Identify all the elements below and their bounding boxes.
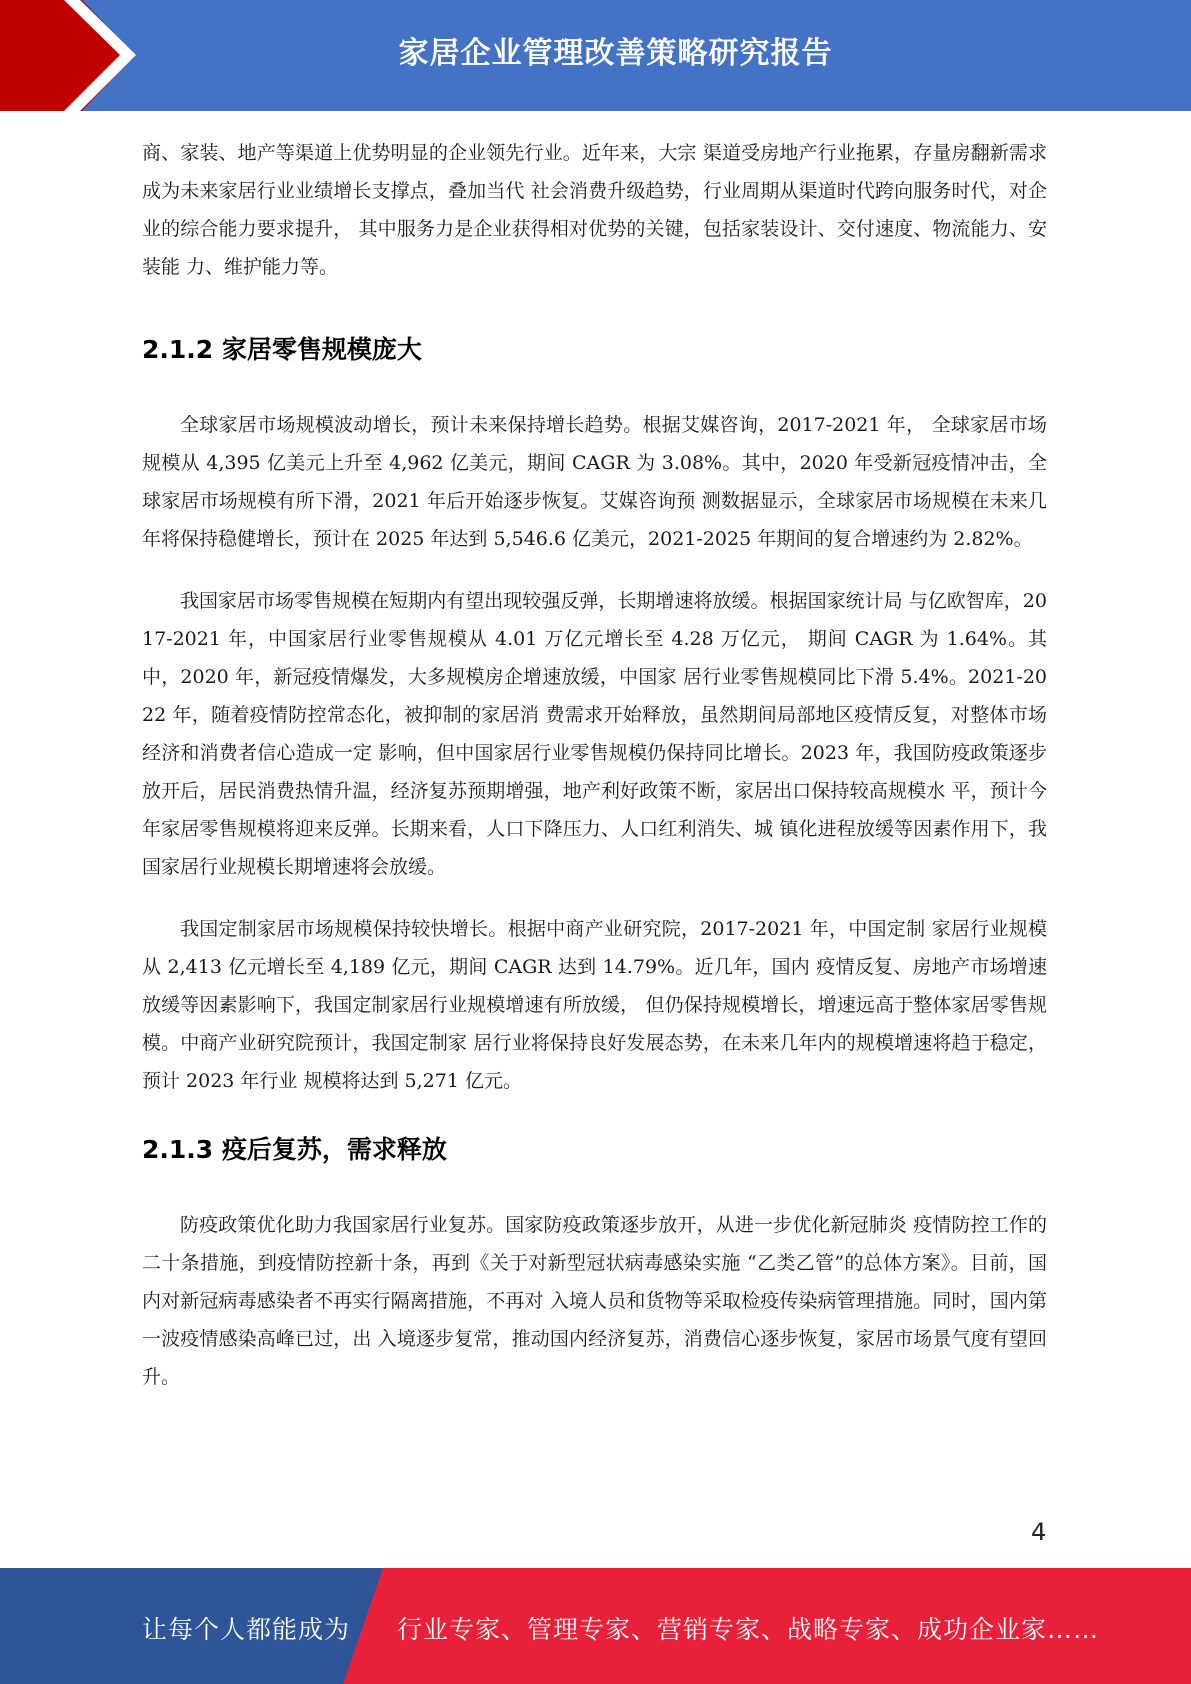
intro-paragraph: 商、家装、地产等渠道上优势明显的企业领先行业。近年来，大宗 渠道受房地产行业拖累，存量房翻新需求成为未来家居行业业绩增长支撑点，叠加当代 社会消费升级趋势，行业周期从渠道时代跨向服务时代，对企业的综合能力要求提升， 其中服务力是企业获得相对优势的关键，包括家装设计、交付速度、物流能力、安装能 力、维护能力等。 bbox=[142, 142, 1047, 278]
paragraph: 全球家居市场规模波动增长，预计未来保持增长趋势。根据艾媒咨询，2017-2021 年， 全球家居市场规模从 4,395 亿美元上升至 4,962 亿美元，期间 CAGR 为 3.08%。其中，2020 年受新冠疫情冲击，全球家居市场规模有所下滑，2021 年后开始逐步恢复。艾媒咨询预 测数据显示，全球家居市场规模在未来几年将保持稳健增长，预计在 2025 年达到 5,546.6 亿美元，2021-2025 年期间的复合增速约为 2.82%。 bbox=[142, 414, 1047, 550]
page-header bbox=[0, 0, 1191, 111]
paragraph: 我国定制家居市场规模保持较快增长。根据中商产业研究院，2017-2021 年，中国定制 家居行业规模从 2,413 亿元增长至 4,189 亿元，期间 CAGR 达到 14.79%。近几年，国内 疫情反复、房地产市场增速放缓等因素影响下，我国定制家居行业规模增速有所放缓， 但仍保持规模增长，增速远高于整体家居零售规模。中商产业研究院预计，我国定制家 居行业将保持良好发展态势，在未来几年内的规模增速将趋于稳定，预计 2023 年行业 规模将达到 5,271 亿元。 bbox=[142, 918, 1047, 1092]
section-heading-2-1-3: 2.1.3 疫后复苏，需求释放 bbox=[142, 1135, 447, 1164]
footer-slogan-left: 让每个人都能成为 bbox=[142, 1615, 351, 1644]
page-number: 4 bbox=[1031, 1518, 1047, 1546]
paragraph: 我国家居市场零售规模在短期内有望出现较强反弹，长期增速将放缓。根据国家统计局 与亿欧智库，2017-2021 年，中国家居行业零售规模从 4.01 万亿元增长至 4.28 万亿元， 期间 CAGR 为 1.64%。其中，2020 年，新冠疫情爆发，大多规模房企增速放缓，中国家 居行业零售规模同比下滑 5.4%。2021-2022 年，随着疫情防控常态化，被抑制的家居消 费需求开始释放，虽然期间局部地区疫情反复，对整体市场经济和消费者信心造成一定 影响，但中国家居行业零售规模仍保持同比增长。2023 年，我国防疫政策逐步放开后，居民消费热情升温，经济复苏预期增强，地产利好政策不断，家居出口保持较高规模水 平，预计今年家居零售规模将迎来反弹。长期来看，人口下降压力、人口红利消失、城 镇化进程放缓等因素作用下，我国家居行业规模长期增速将会放缓。 bbox=[142, 590, 1047, 878]
section-heading-2-1-2: 2.1.2 家居零售规模庞大 bbox=[142, 335, 422, 364]
page-footer bbox=[0, 1568, 1191, 1684]
paragraph: 防疫政策优化助力我国家居行业复苏。国家防疫政策逐步放开，从进一步优化新冠肺炎 疫情防控工作的二十条措施，到疫情防控新十条，再到《关于对新型冠状病毒感染实施 “乙类乙管”的总体方案》。目前，国内对新冠病毒感染者不再实行隔离措施，不再对 入境人员和货物等采取检疫传染病管理措施。同时，国内第一波疫情感染高峰已过，出 入境逐步复常，推动国内经济复苏，消费信心逐步恢复，家居市场景气度有望回升。 bbox=[142, 1214, 1047, 1388]
footer-slogan-right: 行业专家、管理专家、营销专家、战略专家、成功企业家…… bbox=[397, 1615, 1100, 1644]
header-title: 家居企业管理改善策略研究报告 bbox=[398, 36, 833, 71]
document-body bbox=[142, 134, 1047, 1420]
